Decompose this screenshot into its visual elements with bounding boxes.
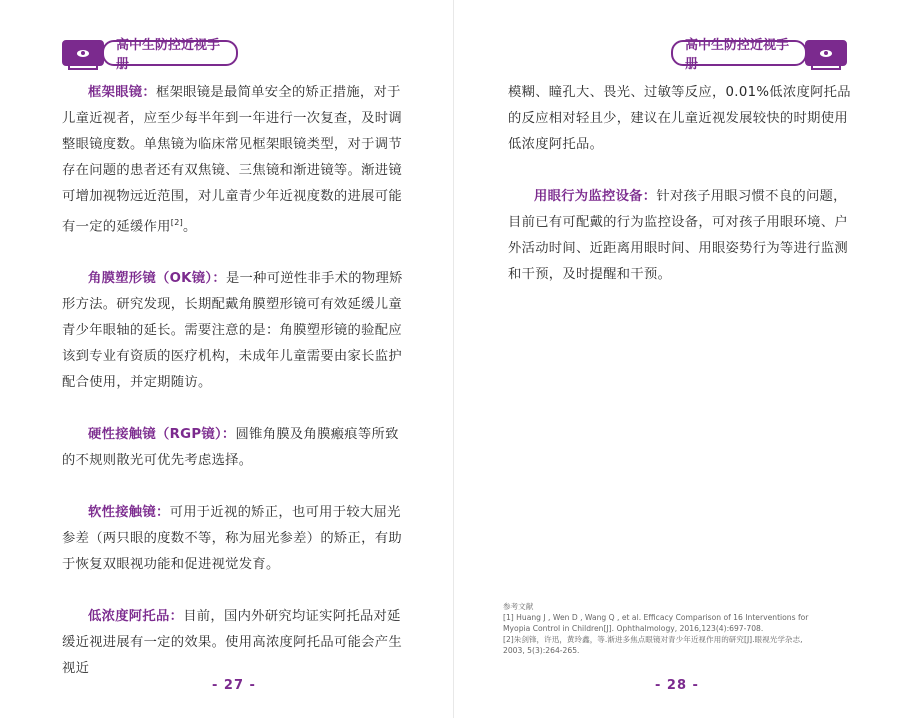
paragraph-text: 针对孩子用眼习惯不良的问题，目前已有可配戴的行为监控设备，可对孩子用眼环境、户外活动时间、近距离用眼时间、用眼姿势行为等进行监测和干预，及时提醒和干预。 [508,189,848,282]
right-body [508,80,854,314]
book-eye-icon [805,40,847,66]
paragraph [62,500,408,578]
citation-mark: [2] [170,218,184,227]
paragraph-lead: 框架眼镜： [88,85,156,100]
header-title: 高中生防控近视手册 [102,40,238,66]
reference-line: [2]朱剑锋，许迅，黄玲鑫，等.渐进多焦点眼镜对青少年近视作用的研究[J].眼视光学杂志, [503,635,803,644]
header-title: 高中生防控近视手册 [671,40,807,66]
references-heading: 参考文献 [503,602,534,611]
paragraph [62,604,408,682]
paragraph [62,80,408,240]
reference-line: 2003, 5(3):264-265. [503,646,580,655]
book-eye-icon [62,40,104,66]
paragraph [508,184,854,288]
left-body [62,80,408,708]
paragraph-text: 可用于近视的矫正，也可用于较大屈光参差（两只眼的度数不等，称为屈光参差）的矫正，有助于恢复双眼视功能和促进视觉发育。 [62,505,402,573]
page-header [671,38,847,72]
paragraph-lead: 低浓度阿托品： [88,609,184,625]
reference-line: [1] Huang J , Wen D , Wang Q , et al. Efficacy Comparison of 16 Interventions for [503,613,809,622]
paragraph-text: 框架眼镜是最简单安全的矫正措施，对于儿童近视者，应至少每半年到一年进行一次复查，及时调整眼镜度数。单焦镜为临床常见框架眼镜类型，对于调节存在问题的患者还有双焦镜、三焦镜和渐进镜等。渐进镜可增加视物远近范围，对儿童青少年近视度数的进展可能有一定的延缓作用 [62,85,402,235]
paragraph [508,80,854,158]
page-number: - 28 - [655,678,699,693]
paragraph-text: 模糊、瞳孔大、畏光、过敏等反应，0.01%低浓度阿托品的反应相对轻且少，建议在儿童近视发展较快的时期使用低浓度阿托品。 [508,85,851,152]
left-page [0,0,453,718]
paragraph-lead: 硬性接触镜（RGP镜）： [88,427,236,443]
paragraph-tail: 。 [183,219,197,235]
paragraph-text: 圆锥角膜及角膜瘢痕等所致的不规则散光可优先考虑选择。 [62,427,399,469]
page-header [62,38,238,72]
paragraph [62,266,408,396]
right-page [454,0,907,718]
paragraph [62,422,408,474]
paragraph-lead: 角膜塑形镜（OK镜）： [88,271,226,287]
page-number: - 27 - [212,678,256,693]
paragraph-lead: 软性接触镜： [88,505,170,521]
paragraph-text: 是一种可逆性非手术的物理矫形方法。研究发现，长期配戴角膜塑形镜可有效延缓儿童青少年眼轴的延长。需要注意的是：角膜塑形镜的验配应该到专业有资质的医疗机构，未成年儿童需要由家长监护配合使用，并定期随访。 [62,271,403,391]
paragraph-text: 目前，国内外研究均证实阿托品对延缓近视进展有一定的效果。使用高浓度阿托品可能会产生视近 [62,609,402,677]
paragraph-lead: 用眼行为监控设备： [534,189,657,204]
reference-line: Myopia Control in Children[J]. Ophthalmology, 2016,123(4):697-708. [503,624,764,633]
references [503,601,855,656]
